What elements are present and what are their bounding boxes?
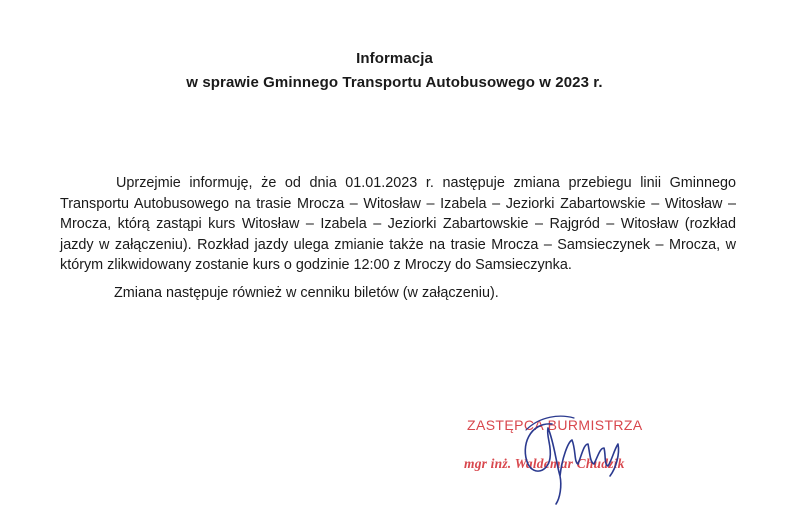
handwritten-signature	[490, 406, 640, 506]
stamp-title: ZASTĘPCA BURMISTRZA	[467, 417, 643, 433]
document-title: Informacja	[356, 50, 433, 67]
document-subtitle: w sprawie Gminnego Transportu Autobusowego w 2023 r.	[186, 74, 603, 91]
body-paragraph-1: Uprzejmie informuję, że od dnia 01.01.2023 r. następuje zmiana przebiegu linii Gminnego Transportu Autobusowego na trasie Mrocza – Witosław – Izabela – Jeziorki Zabartowskie – Witosław – Mrocza, którą zastąpi kurs Witosław – Izabela – Jeziorki Zabartowskie – Rajgród – Witosław (rozkład jazdy w załączeniu). Rozkład jazdy ulega zmianie także na trasie Mrocza – Samsieczynek – Mrocza, w którym zlikwidowany zostanie kurs o godzinie 12:00 z Mroczy do Samsieczynka.	[60, 175, 736, 273]
stamp-name: mgr inż. Waldemar Chudzik	[464, 456, 625, 471]
official-stamp	[430, 400, 690, 510]
body-paragraph-2: Zmiana następuje również w cenniku biletów (w załączeniu).	[114, 285, 499, 301]
